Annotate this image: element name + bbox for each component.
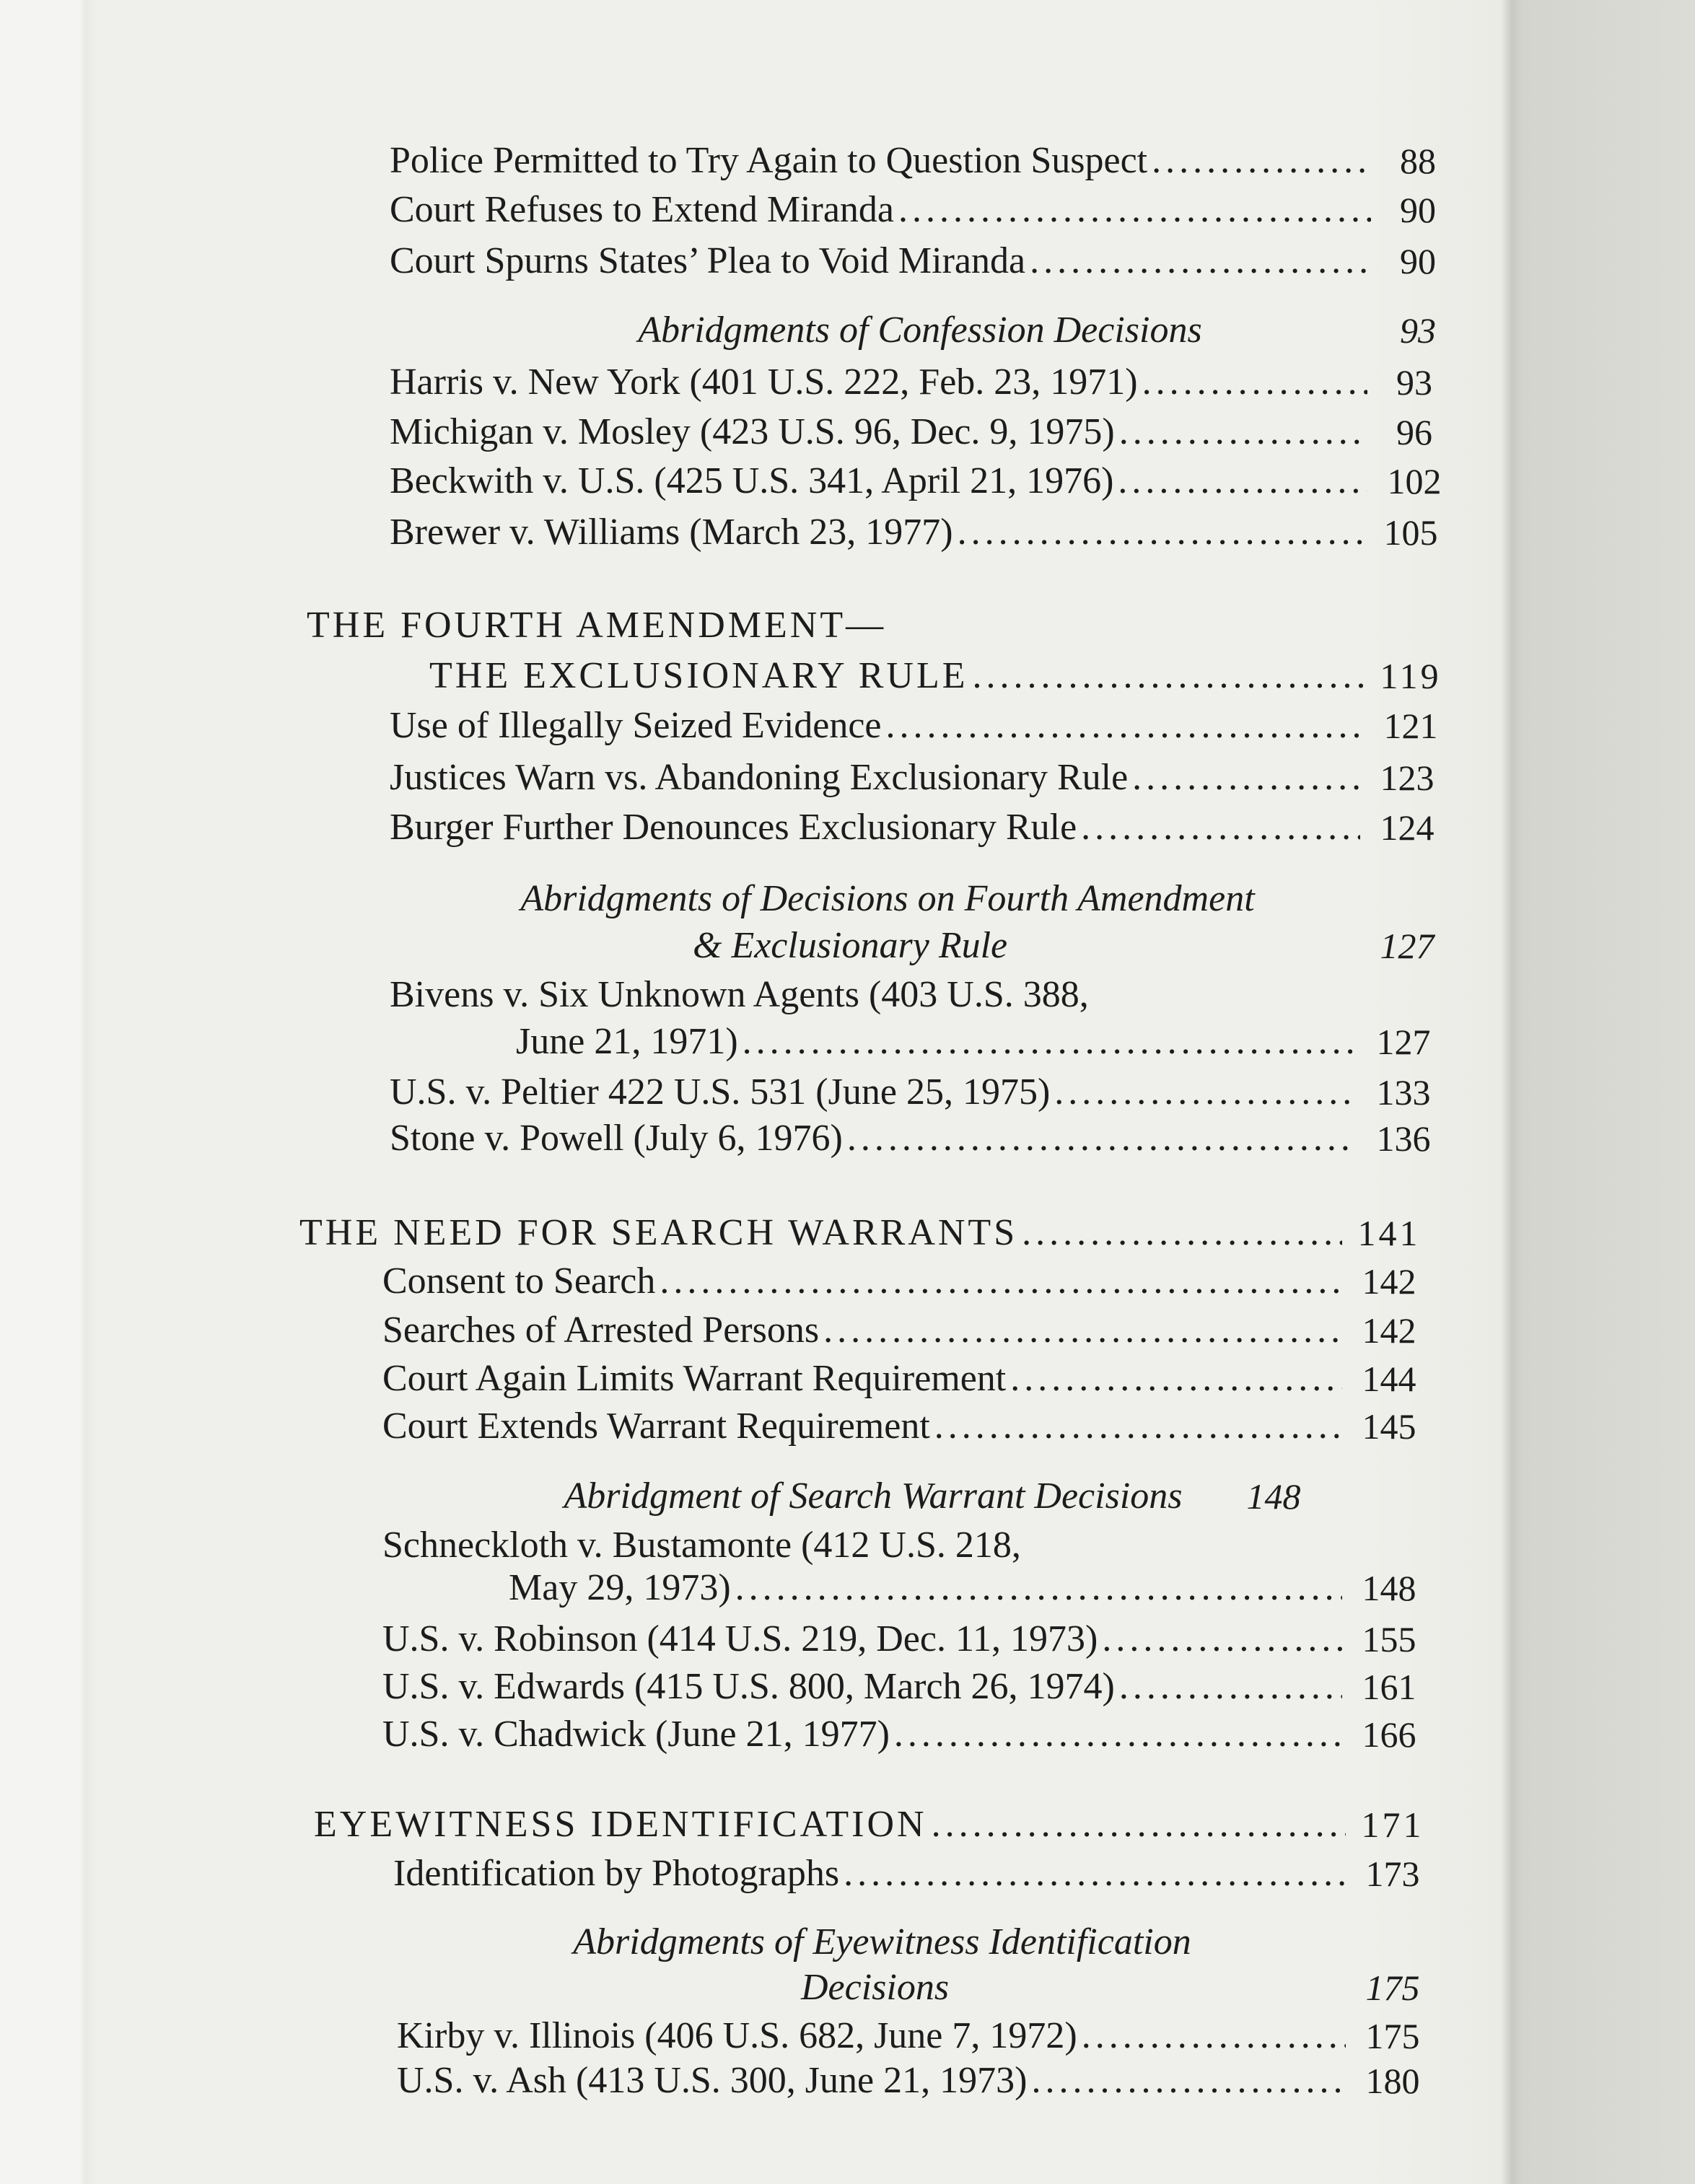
- toc-section-heading: [307, 600, 1371, 651]
- toc-entry: [393, 1848, 1420, 1899]
- dot-leader: [898, 185, 1371, 235]
- entry-title: Identification by Photographs: [393, 1853, 840, 1894]
- entry-title: U.S. v. Peltier 422 U.S. 531 (June 25, 1975): [390, 1071, 1051, 1113]
- dot-leader: [1119, 1662, 1342, 1712]
- page-number: 90: [1400, 190, 1436, 230]
- entry-title: Bivens v. Six Unknown Agents (403 U.S. 388,: [390, 974, 1089, 1015]
- toc-entry: [382, 1256, 1416, 1307]
- toc-subsection-heading: [527, 1917, 1238, 1968]
- toc-entry: [397, 2011, 1420, 2061]
- entry-title: Brewer v. Williams (March 23, 1977): [390, 512, 953, 553]
- toc-entry: [390, 507, 1438, 558]
- toc-entry: [390, 185, 1436, 235]
- page-number: 180: [1365, 2061, 1420, 2101]
- toc-entry: [390, 1113, 1431, 1164]
- page-number: 175: [1365, 1968, 1420, 2008]
- entry-title: Court Spurns States’ Plea to Void Miranda: [390, 240, 1026, 281]
- page-number: 93: [1396, 362, 1432, 403]
- toc-subsection-heading: [462, 874, 1313, 924]
- entry-title: Michigan v. Mosley (423 U.S. 96, Dec. 9, 1975): [390, 411, 1115, 452]
- page-number: 141: [1357, 1213, 1421, 1253]
- entry-title: Schneckloth v. Bustamonte (412 U.S. 218,: [382, 1525, 1021, 1566]
- toc-entry: [390, 970, 1367, 1020]
- toc-section-heading: [299, 1208, 1421, 1258]
- page-number: 121: [1383, 706, 1438, 746]
- entry-title: Harris v. New York (401 U.S. 222, Feb. 23, 1971): [390, 361, 1138, 403]
- page-number: 124: [1380, 807, 1435, 848]
- entry-title: & Exclusionary Rule: [693, 925, 1008, 966]
- page-number: 173: [1365, 1854, 1420, 1894]
- dot-leader: [847, 1113, 1357, 1164]
- dot-leader: [1031, 2056, 1346, 2106]
- dot-leader: [1030, 236, 1371, 286]
- page-number: 127: [1380, 926, 1435, 966]
- page-number: 93: [1400, 310, 1436, 351]
- toc-section-heading: [429, 651, 1442, 701]
- toc-entry: [382, 1401, 1416, 1452]
- toc-entry: [382, 1614, 1416, 1665]
- entry-title: Stone v. Powell (July 6, 1976): [390, 1118, 843, 1159]
- toc-entry: [382, 1662, 1416, 1712]
- entry-title: May 29, 1973): [509, 1567, 731, 1608]
- page-number: 161: [1362, 1667, 1416, 1707]
- entry-title: U.S. v. Robinson (414 U.S. 219, Dec. 11, 1973): [382, 1618, 1098, 1659]
- page-number: 123: [1380, 758, 1435, 798]
- entry-title: U.S. v. Edwards (415 U.S. 800, March 26, 1974): [382, 1666, 1115, 1707]
- entry-title: Searches of Arrested Persons: [382, 1310, 820, 1351]
- page-number: 133: [1376, 1072, 1431, 1113]
- entry-title: Burger Further Denounces Exclusionary Rule: [390, 807, 1077, 848]
- dot-leader: [1132, 753, 1360, 803]
- dot-leader: [1102, 1614, 1342, 1665]
- toc-entry: [509, 1563, 1416, 1613]
- toc-entry: [382, 1354, 1416, 1404]
- toc-entry: [390, 456, 1442, 506]
- entry-title: Abridgments of Eyewitness Identification: [573, 1921, 1191, 1962]
- entry-title: Use of Illegally Seized Evidence: [390, 705, 882, 746]
- page-number: 142: [1362, 1310, 1416, 1351]
- dot-leader: [1152, 136, 1371, 186]
- dot-leader: [743, 1017, 1357, 1067]
- toc-entry: [390, 802, 1435, 853]
- toc-entry: [397, 2056, 1420, 2106]
- page-number: 105: [1383, 512, 1438, 553]
- dot-leader: [1081, 802, 1360, 853]
- entry-title: THE NEED FOR SEARCH WARRANTS: [299, 1212, 1018, 1253]
- entry-title: Police Permitted to Try Again to Question Suspect: [390, 140, 1148, 181]
- page-number: 171: [1361, 1804, 1424, 1845]
- dot-leader: [1022, 1208, 1342, 1258]
- dot-leader: [660, 1256, 1342, 1307]
- entry-title: Consent to Search: [382, 1260, 656, 1302]
- toc-entry: [382, 1709, 1416, 1760]
- dot-leader: [894, 1709, 1342, 1760]
- page-number: 148: [1246, 1476, 1301, 1517]
- toc-entry: [390, 236, 1436, 286]
- dot-leader: [1119, 407, 1367, 457]
- toc-section-heading: [314, 1799, 1424, 1850]
- entry-title: Abridgment of Search Warrant Decisions: [564, 1475, 1183, 1517]
- entry-title: Beckwith v. U.S. (425 U.S. 341, April 21, 1976): [390, 460, 1114, 501]
- entry-title: Court Extends Warrant Requirement: [382, 1405, 930, 1447]
- page-number: 96: [1396, 412, 1432, 452]
- toc-subsection-heading: [462, 305, 1436, 356]
- dot-leader: [973, 651, 1365, 701]
- page-number: 166: [1362, 1714, 1416, 1755]
- toc-entry: [390, 407, 1432, 457]
- entry-title: June 21, 1971): [516, 1021, 738, 1062]
- entry-title: EYEWITNESS IDENTIFICATION: [314, 1804, 927, 1845]
- page-number: 155: [1362, 1619, 1416, 1659]
- dot-leader: [1082, 2011, 1346, 2061]
- dot-leader: [735, 1563, 1342, 1613]
- entry-title: THE EXCLUSIONARY RULE: [429, 655, 968, 696]
- entry-title: THE FOURTH AMENDMENT—: [307, 605, 887, 646]
- page-number: 119: [1380, 656, 1442, 696]
- page-number: 127: [1376, 1022, 1431, 1062]
- dot-leader: [1010, 1354, 1342, 1404]
- dot-leader: [844, 1848, 1346, 1899]
- toc-entry: [390, 136, 1436, 186]
- entry-title: Abridgments of Decisions on Fourth Amendment: [520, 878, 1255, 919]
- toc-entry: [390, 753, 1435, 803]
- page-number: 102: [1387, 461, 1442, 501]
- page-number: 136: [1376, 1118, 1431, 1159]
- entry-title: Decisions: [801, 1967, 950, 2008]
- page-number: 90: [1400, 241, 1436, 281]
- dot-leader: [958, 507, 1364, 558]
- dot-leader: [1142, 357, 1367, 408]
- dot-leader: [932, 1799, 1346, 1850]
- entry-title: Abridgments of Confession Decisions: [638, 310, 1202, 351]
- page-number: 148: [1362, 1568, 1416, 1608]
- entry-title: U.S. v. Ash (413 U.S. 300, June 21, 1973): [397, 2060, 1028, 2101]
- dot-leader: [1054, 1067, 1357, 1118]
- dot-leader: [1118, 456, 1367, 506]
- entry-title: Court Again Limits Warrant Requirement: [382, 1358, 1007, 1399]
- page-number: 145: [1362, 1406, 1416, 1447]
- entry-title: Court Refuses to Extend Miranda: [390, 189, 894, 230]
- toc-subsection-heading: [512, 1471, 1301, 1522]
- toc-subsection-heading: [693, 921, 1435, 971]
- page-number: 88: [1400, 141, 1436, 181]
- toc-entry: [390, 701, 1438, 751]
- dot-leader: [886, 701, 1364, 751]
- entry-title: U.S. v. Chadwick (June 21, 1977): [382, 1714, 890, 1755]
- toc-entry: [516, 1017, 1431, 1067]
- page-number: 144: [1362, 1359, 1416, 1399]
- toc-subsection-heading: [801, 1962, 1420, 2013]
- entry-title: Justices Warn vs. Abandoning Exclusionary Rule: [390, 757, 1129, 798]
- page-number: 175: [1365, 2016, 1420, 2056]
- page-number: 142: [1362, 1261, 1416, 1302]
- toc-entry: [382, 1305, 1416, 1356]
- toc-entry: [390, 357, 1432, 408]
- dot-leader: [934, 1401, 1342, 1452]
- toc-entry: [390, 1067, 1431, 1118]
- dot-leader: [823, 1305, 1342, 1356]
- entry-title: Kirby v. Illinois (406 U.S. 682, June 7, 1972): [397, 2015, 1077, 2056]
